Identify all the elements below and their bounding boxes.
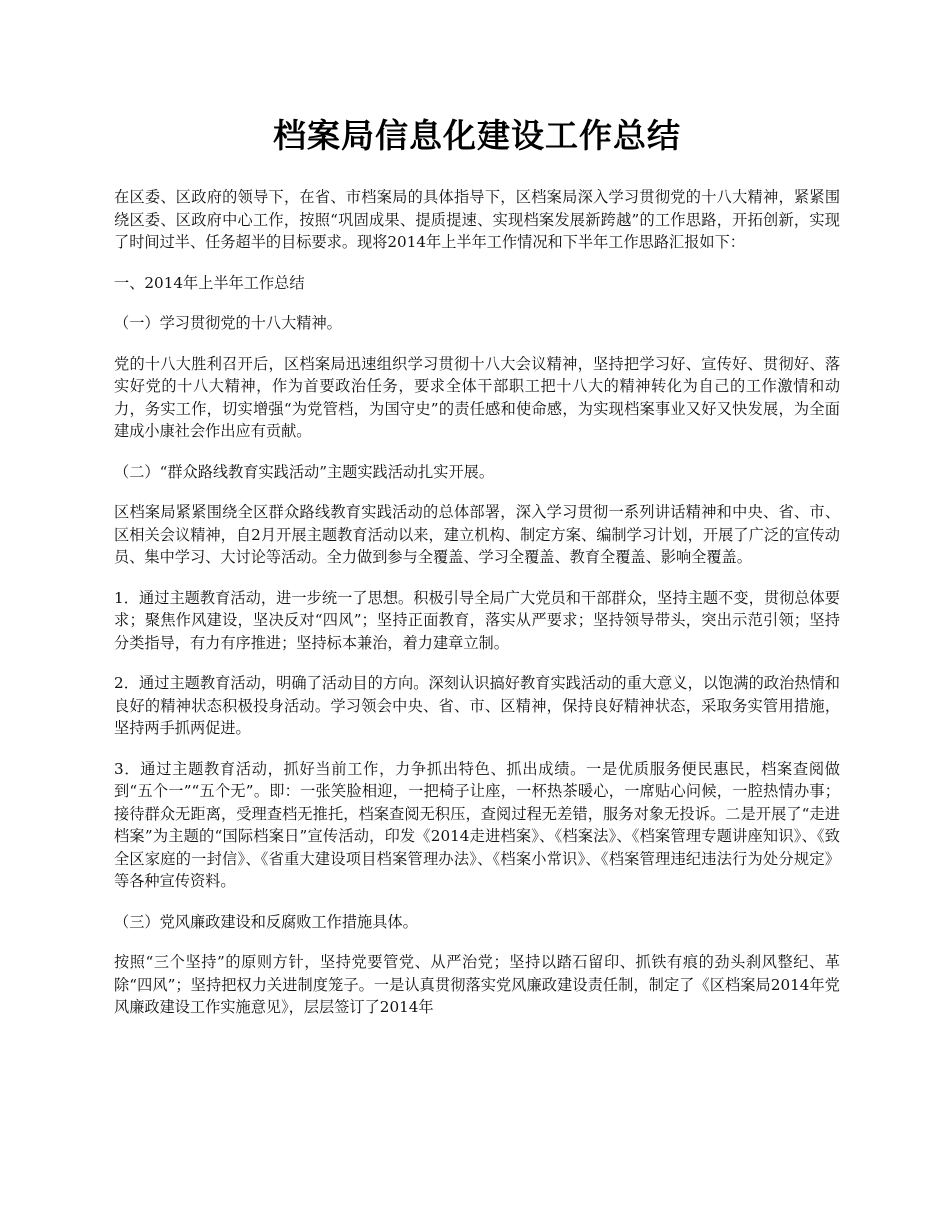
intro-paragraph: 在区委、区政府的领导下，在省、市档案局的具体指导下，区档案局深入学习贯彻党的十八大精神，紧紧围绕区委、区政府中心工作，按照“巩固成果、提质提速、实现档案发展新跨越”的工作思路，开拓创新，实现了时间过半、任务超半的目标要求。现将2014年上半年工作情况和下半年工作思路汇报如下： [114, 188, 840, 251]
document-title: 档案局信息化建设工作总结 [273, 116, 681, 155]
numbered-paragraph-2: 2．通过主题教育活动，明确了活动目的方向。深刻认识搞好教育实践活动的重大意义，以饱满的政治热情和良好的精神状态积极投身活动。学习领会中央、省、市、区精神，保持良好精神状态，采取务实管用措施，坚持两手抓两促进。 [114, 674, 840, 737]
numbered-paragraph-1: 1．通过主题教育活动，进一步统一了思想。积极引导全局广大党员和干部群众，坚持主题不变，贯彻总体要求；聚焦作风建设，坚决反对“四风”；坚持正面教育，落实从严要求；坚持领导带头，突出示范引领；坚持分类指导，有力有序推进；坚持标本兼治，着力建章立制。 [114, 588, 840, 652]
subsection-heading-1: （一）学习贯彻党的十八大精神。 [114, 314, 342, 332]
subsection-heading-3: （三）党风廉政建设和反腐败工作措施具体。 [114, 912, 418, 931]
body-paragraph: 党的十八大胜利召开后，区档案局迅速组织学习贯彻十八大会议精神，坚持把学习好、宣传好、贯彻好、落实好党的十八大精神，作为首要政治任务，要求全体干部职工把十八大的精神转化为自己的工作激情和动力，务实工作，切实增强“为党管档，为国守史”的责任感和使命感，为实现档案事业又好又快发展，为全面建成小康社会作出应有贡献。 [114, 354, 840, 440]
body-paragraph: 区档案局紧紧围绕全区群众路线教育实践活动的总体部署，深入学习贯彻一系列讲话精神和中央、省、市、区相关会议精神，自2月开展主题教育活动以来，建立机构、制定方案、编制学习计划，开展了广泛的宣传动员、集中学习、大讨论等活动。全力做到参与全覆盖、学习全覆盖、教育全覆盖、影响全覆盖。 [114, 503, 840, 566]
body-paragraph: 按照“三个坚持”的原则方针，坚持党要管党、从严治党；坚持以踏石留印、抓铁有痕的劲头刹风整纪、革除“四风”；坚持把权力关进制度笼子。一是认真贯彻落实党风廉政建设责任制，制定了《区档案局2014年党风廉政建设工作实施意见》，层层签订了2014年 [114, 953, 840, 1016]
subsection-heading-2: （二）“群众路线教育实践活动”主题实践活动扎实开展。 [114, 462, 495, 481]
section-heading-1: 一、2014年上半年工作总结 [114, 273, 305, 292]
numbered-paragraph-3: 3．通过主题教育活动，抓好当前工作，力争抓出特色、抓出成绩。一是优质服务便民惠民，档案查阅做到“五个一”“五个无”。即：一张笑脸相迎，一把椅子让座，一杯热茶暖心，一席贴心问候，一腔热情办事；接待群众无距离，受理查档无推托，档案查阅无积压，查阅过程无差错，服务对象无投诉。二是开展了“走进档案”为主题的“国际档案日”宣传活动，印发《2014走进档案》、《档案法》、《档案管理专题讲座知识》、《致全区家庭的一封信》、《省重大建设项目档案管理办法》、《档案小常识》、《档案管理违纪违法行为处分规定》等各种宣传资料。 [114, 759, 840, 890]
